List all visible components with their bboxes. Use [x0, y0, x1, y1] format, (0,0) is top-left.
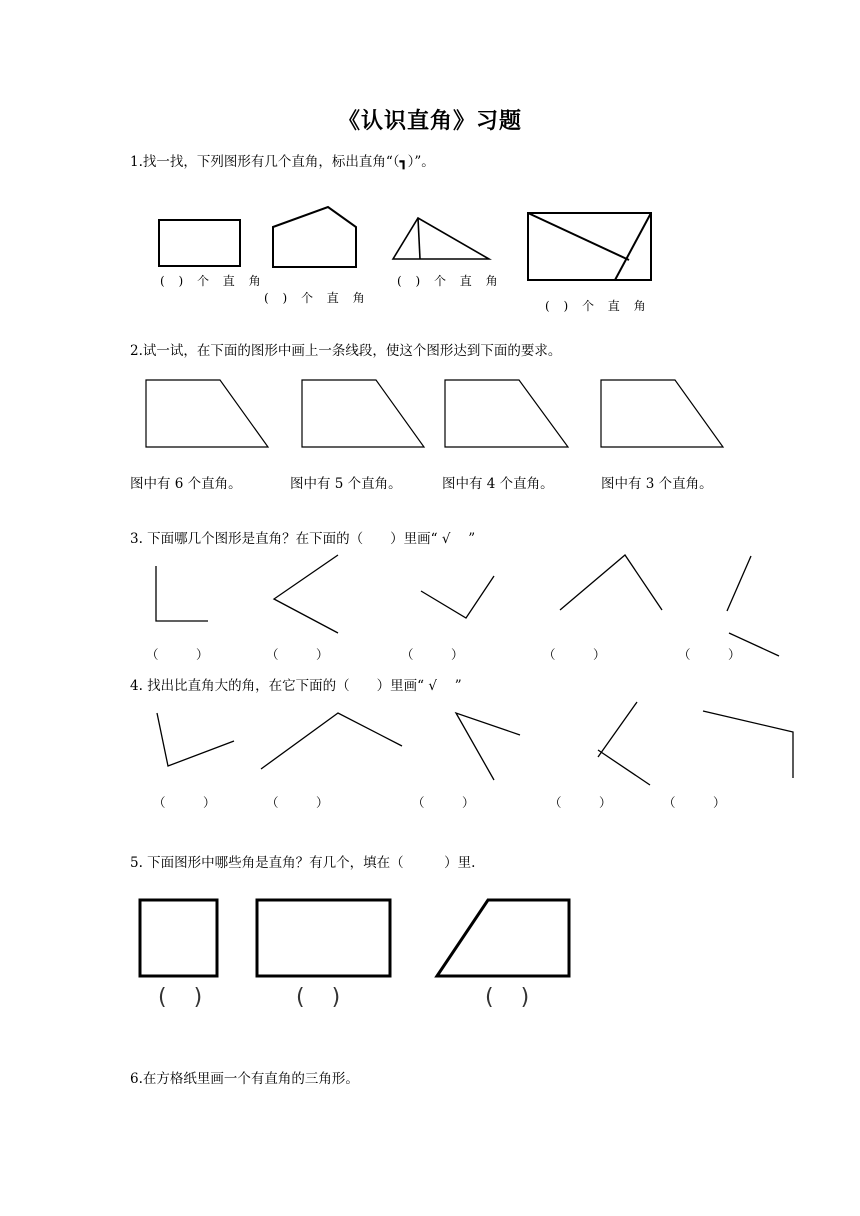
q4-answer-5[interactable]: （ ） [663, 795, 726, 810]
q4-angle-3 [456, 713, 520, 780]
q5-square [140, 900, 217, 976]
q3-angle-5 [727, 556, 779, 656]
question-2-text: 2.试一试，在下面的图形中画上一条线段，使这个图形达到下面的要求。 [130, 343, 562, 359]
q1-rectangle [159, 220, 240, 266]
q3-angle-2 [274, 555, 338, 633]
q1-pentagon [273, 207, 356, 267]
question-6-text: 6.在方格纸里画一个有直角的三角形。 [130, 1071, 359, 1087]
q5-trapezoid [437, 900, 569, 976]
q3-angle-3 [421, 576, 494, 618]
q2-trapezoid-4 [601, 380, 723, 447]
q4-angle-1 [157, 713, 234, 766]
q3-answer-4[interactable]: （ ） [543, 647, 606, 662]
q5-answer-3[interactable]: ( ) [485, 985, 540, 1010]
page-title: 《认识直角》习题 [337, 108, 522, 134]
q4-answer-4[interactable]: （ ） [549, 795, 612, 810]
question-3-text: 3. 下面哪几个图形是直角？在下面的（ ）里画“ √ ” [130, 531, 476, 547]
q5-answer-1[interactable]: ( ) [158, 985, 213, 1010]
q2-caption-3: 图中有 4 个直角。 [442, 476, 554, 492]
q1-caption-2: ( ) 个 直 角 [264, 291, 370, 305]
q5-rectangle [257, 900, 390, 976]
q4-answer-3[interactable]: （ ） [412, 795, 475, 810]
q4-answer-1[interactable]: （ ） [153, 795, 216, 810]
q4-angle-4 [598, 702, 650, 785]
q2-trapezoid-2 [302, 380, 424, 447]
q1-caption-1: ( ) 个 直 角 [160, 274, 266, 288]
question-4-text: 4. 找出比直角大的角，在它下面的（ ）里画“ √ ” [130, 678, 462, 694]
q1-caption-4: ( ) 个 直 角 [545, 299, 651, 313]
q4-angle-2 [261, 713, 402, 769]
q3-answer-3[interactable]: （ ） [401, 647, 464, 662]
q2-caption-1: 图中有 6 个直角。 [130, 476, 242, 492]
q4-angle-5 [703, 711, 793, 778]
q5-answer-2[interactable]: ( ) [296, 985, 351, 1010]
q2-trapezoid-1 [146, 380, 268, 447]
question-1-text: 1.找一找，下列图形有几个直角，标出直角“（┓）”。 [130, 154, 435, 170]
q4-answer-2[interactable]: （ ） [266, 795, 329, 810]
q3-answer-1[interactable]: （ ） [146, 647, 209, 662]
question-5-text: 5. 下面图形中哪些角是直角？有几个，填在（ ）里. [130, 855, 476, 871]
q3-angle-1 [156, 566, 208, 621]
q3-answer-5[interactable]: （ ） [678, 647, 741, 662]
q2-caption-4: 图中有 3 个直角。 [601, 476, 713, 492]
q3-answer-2[interactable]: （ ） [266, 647, 329, 662]
q1-caption-3: ( ) 个 直 角 [397, 274, 503, 288]
q3-angle-4 [560, 555, 662, 610]
q2-trapezoid-3 [445, 380, 568, 447]
q1-divided-rectangle [528, 213, 651, 280]
q2-caption-2: 图中有 5 个直角。 [290, 476, 402, 492]
q1-triangle [393, 218, 489, 259]
